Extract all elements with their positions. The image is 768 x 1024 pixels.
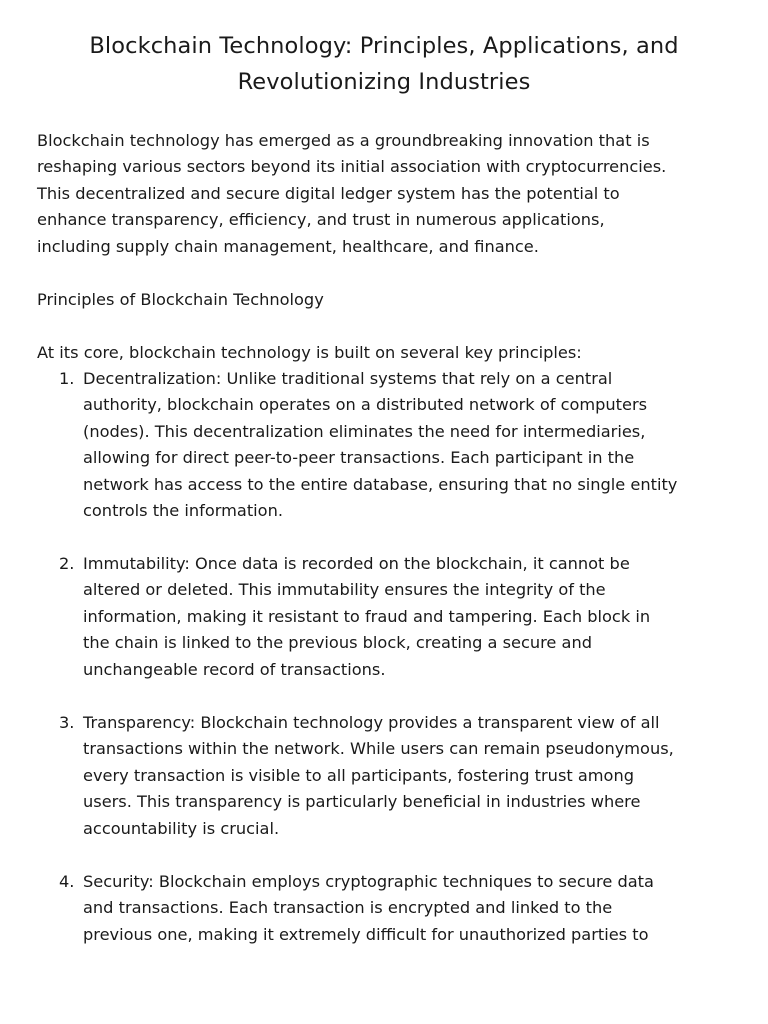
- list-item-line: the chain is linked to the previous block, creating a secure and: [83, 633, 592, 653]
- list-item-line: Security: Blockchain employs cryptographic techniques to secure data: [83, 872, 654, 891]
- list-item-number: 3.: [59, 713, 75, 732]
- list-item-line: (nodes). This decentralization eliminates the need for intermediaries,: [83, 421, 646, 441]
- title-line: Blockchain Technology: Principles, Applications, and: [89, 33, 679, 59]
- list-item-number: 1.: [59, 369, 75, 388]
- list-item-number: 4.: [59, 872, 75, 891]
- list-item-line: transactions within the network. While users can remain pseudonymous,: [83, 739, 674, 759]
- lead-text: At its core, blockchain technology is built on several key principles:: [37, 343, 582, 362]
- section-heading: [37, 287, 737, 313]
- lead-paragraph: [37, 340, 737, 366]
- list-item-line: information, making it resistant to fraud and tampering. Each block in: [83, 606, 651, 626]
- section-heading-text: Principles of Blockchain Technology: [37, 290, 324, 309]
- intro-line: enhance transparency, efficiency, and trust in numerous applications,: [37, 210, 605, 230]
- list-item-text: [83, 710, 743, 842]
- list-item-line: unchangeable record of transactions.: [83, 659, 386, 679]
- list-item-text: [83, 869, 743, 948]
- list-item-line: allowing for direct peer-to-peer transactions. Each participant in the: [83, 448, 635, 468]
- document-title: [30, 28, 738, 100]
- intro-line: including supply chain management, healthcare, and finance.: [37, 236, 539, 256]
- intro-paragraph: [37, 128, 737, 260]
- list-item-line: users. This transparency is particularly beneficial in industries where: [83, 792, 641, 812]
- list-item-line: accountability is crucial.: [83, 818, 280, 838]
- list-item-line: altered or deleted. This immutability ensures the integrity of the: [83, 580, 606, 600]
- list-item-text: [83, 366, 743, 524]
- intro-line: Blockchain technology has emerged as a groundbreaking innovation that is: [37, 131, 650, 150]
- list-item-line: network has access to the entire database, ensuring that no single entity: [83, 474, 678, 494]
- list-item-line: Decentralization: Unlike traditional systems that rely on a central: [83, 369, 613, 388]
- list-item-line: and transactions. Each transaction is encrypted and linked to the: [83, 898, 613, 918]
- title-line: Revolutionizing Industries: [237, 69, 531, 95]
- intro-line: reshaping various sectors beyond its initial association with cryptocurrencies.: [37, 157, 667, 177]
- list-item-number: 2.: [59, 554, 75, 573]
- intro-line: This decentralized and secure digital ledger system has the potential to: [37, 183, 620, 203]
- list-item-line: controls the information.: [83, 501, 283, 521]
- list-item-line: authority, blockchain operates on a distributed network of computers: [83, 395, 648, 415]
- list-item-line: previous one, making it extremely difficult for unauthorized parties to: [83, 924, 649, 944]
- list-item-line: Transparency: Blockchain technology provides a transparent view of all: [83, 713, 660, 732]
- list-item-text: [83, 551, 743, 683]
- list-item-line: every transaction is visible to all participants, fostering trust among: [83, 765, 634, 785]
- list-item-line: Immutability: Once data is recorded on the blockchain, it cannot be: [83, 554, 630, 573]
